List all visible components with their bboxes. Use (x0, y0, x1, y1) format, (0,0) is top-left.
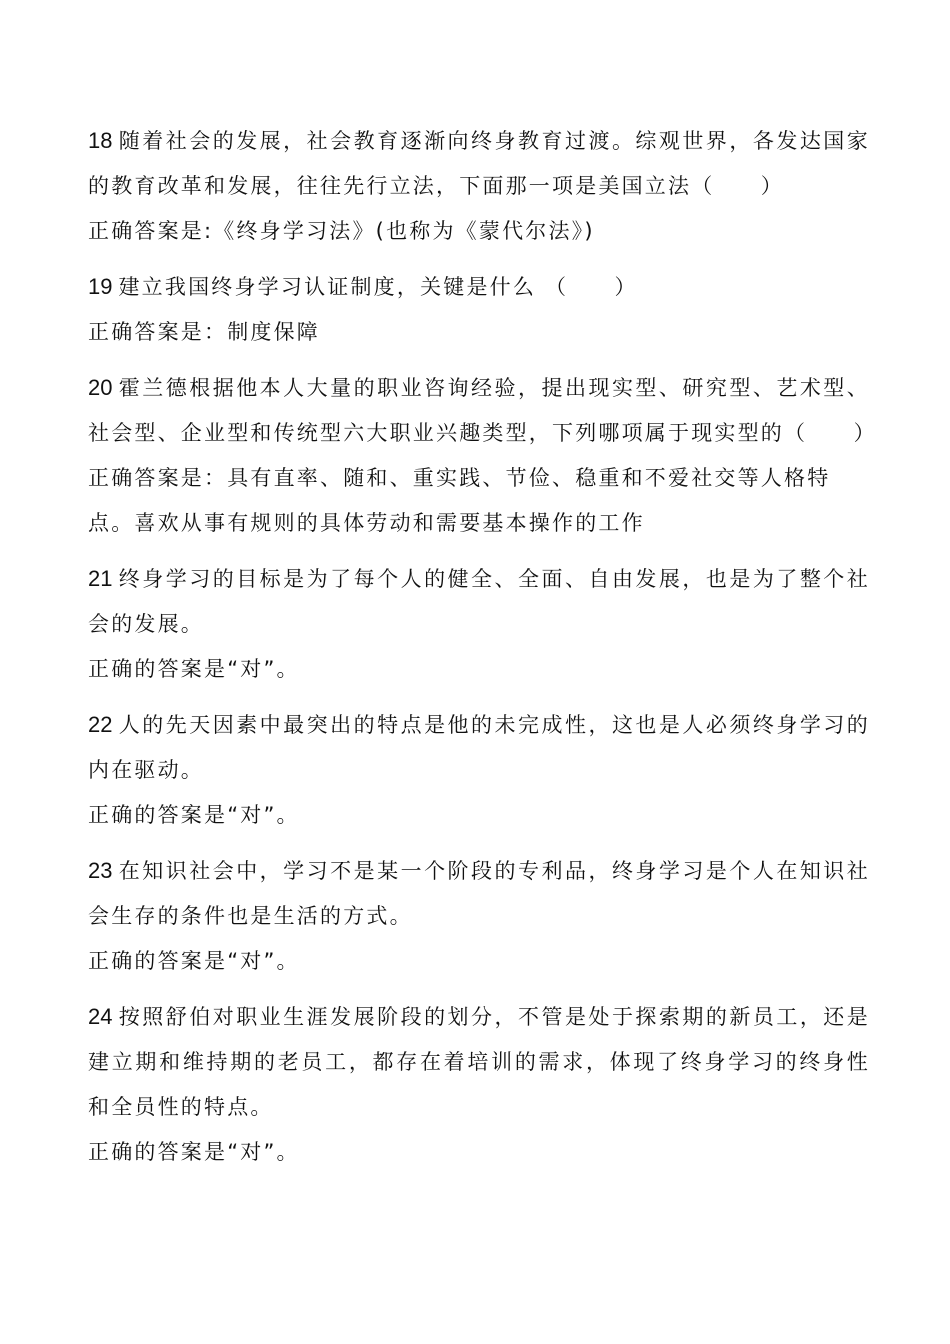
question-text (88, 264, 870, 310)
question-number: 24 (88, 1004, 113, 1029)
question-item-23 (88, 848, 870, 984)
question-body: 在知识社会中，学习不是某一个阶段的专利品，终身学习是个人在知识社会生存的条件也是生活的方式。 (88, 859, 870, 928)
question-body: 随着社会的发展，社会教育逐渐向终身教育过渡。综观世界，各发达国家的教育改革和发展，往往先行立法，下面那一项是美国立法（ ） (88, 129, 870, 198)
question-text (88, 702, 870, 793)
question-number: 21 (88, 566, 113, 591)
question-text (88, 994, 870, 1130)
question-item-24 (88, 994, 870, 1175)
question-number: 23 (88, 858, 113, 883)
question-text (88, 118, 870, 209)
question-text (88, 365, 877, 456)
question-body: 人的先天因素中最突出的特点是他的未完成性，这也是人必须终身学习的内在驱动。 (88, 713, 870, 782)
answer-text: 正确的答案是“对”。 (88, 803, 300, 827)
question-text (88, 848, 870, 939)
answer-text: 正确的答案是“对”。 (88, 949, 300, 973)
answer-text: 正确答案是:《终身学习法》(也称为《蒙代尔法》) (88, 219, 595, 243)
question-number: 20 (88, 375, 113, 400)
question-item-20 (88, 365, 877, 546)
question-text (88, 556, 870, 647)
question-body: 建立我国终身学习认证制度，关键是什么 （ ） (118, 275, 638, 299)
question-number: 18 (88, 128, 113, 153)
answer-text: 正确答案是：制度保障 (88, 320, 320, 344)
document-page (88, 118, 877, 1175)
question-item-22 (88, 702, 870, 838)
answer-text: 正确的答案是“对”。 (88, 1140, 300, 1164)
question-body: 霍兰德根据他本人大量的职业咨询经验，提出现实型、研究型、艺术型、社会型、企业型和传统型六大职业兴趣类型，下列哪项属于现实型的（ ） (88, 376, 877, 445)
question-item-19 (88, 264, 870, 355)
question-body: 按照舒伯对职业生涯发展阶段的划分，不管是处于探索期的新员工，还是建立期和维持期的老员工，都存在着培训的需求，体现了终身学习的终身性和全员性的特点。 (88, 1005, 870, 1119)
question-item-21 (88, 556, 870, 692)
answer-text: 正确答案是：具有直率、随和、重实践、节俭、稳重和不爱社交等人格特点。喜欢从事有规则的具体劳动和需要基本操作的工作 (88, 466, 831, 535)
answer-text: 正确的答案是“对”。 (88, 657, 300, 681)
question-number: 19 (88, 274, 113, 299)
question-body: 终身学习的目标是为了每个人的健全、全面、自由发展，也是为了整个社会的发展。 (88, 567, 870, 636)
question-number: 22 (88, 712, 113, 737)
question-item-18 (88, 118, 870, 254)
